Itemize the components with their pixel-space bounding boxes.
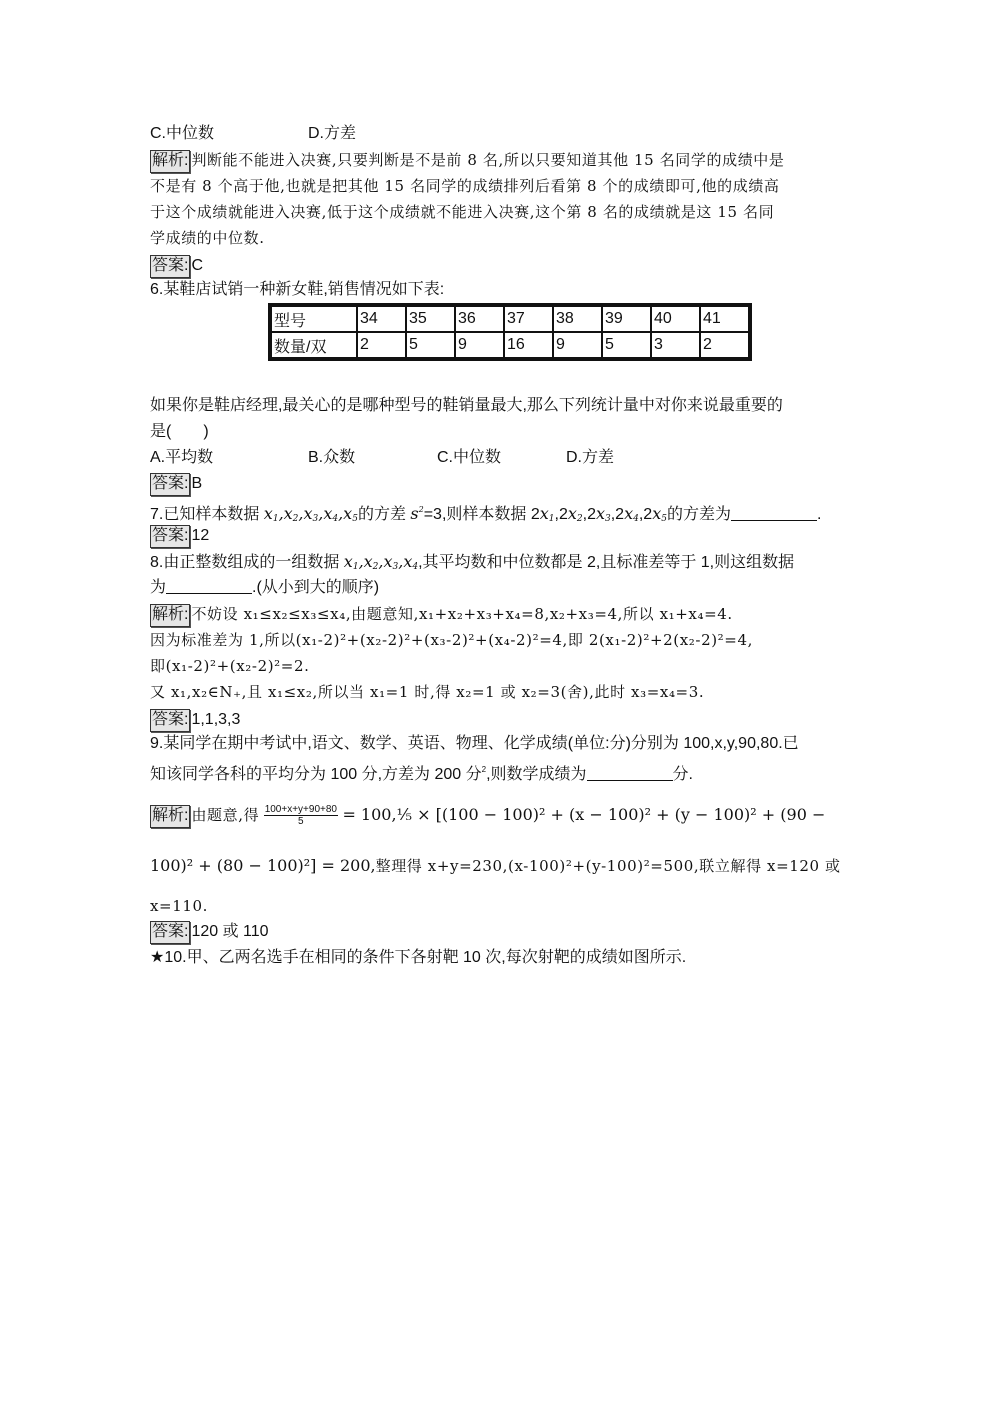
answer-label: 答案: (150, 921, 190, 944)
answer-blank (166, 577, 252, 594)
formula: = 100,⅕ × [(100 − 100)² + (x − 100)² + (y − 100)² + (90 − (342, 805, 826, 824)
q9-answer (150, 920, 269, 944)
table-header: 型号 (270, 305, 357, 332)
table-cell: 9 (553, 332, 602, 359)
table-cell: 5 (602, 332, 651, 359)
q10-stem: ★10.甲、乙两名选手在相同的条件下各射靶 10 次,每次射靶的成绩如图所示. (150, 949, 687, 966)
answer-value: C (191, 257, 204, 274)
table-row-quantity (270, 332, 750, 359)
answer-label: 答案: (150, 473, 190, 496)
q7-stem-text: 的方差 (357, 506, 411, 523)
q6-options (150, 446, 614, 470)
option-d: D.方差 (308, 125, 357, 142)
q7-answer (150, 524, 209, 548)
analysis-text: 由题意,得 (191, 806, 260, 824)
q9-analysis-line-3: x=110. (150, 897, 209, 915)
q5-answer (150, 254, 203, 278)
table-cell: 40 (651, 305, 700, 332)
q8-answer (150, 708, 240, 732)
answer-value: B (191, 475, 203, 492)
q6-question-line-2: 是( ) (150, 423, 209, 440)
table-cell: 34 (357, 305, 406, 332)
answer-label: 答案: (150, 525, 190, 548)
table-cell: 36 (455, 305, 504, 332)
answer-value: 12 (191, 527, 210, 544)
q8-analysis-line-2: 因为标准差为 1,所以(x₁-2)²+(x₂-2)²+(x₃-2)²+(x₄-2)²=4,即 2(x₁-2)²+2(x₂-2)²=4, (150, 631, 753, 649)
answer-blank (587, 764, 673, 781)
analysis-text: 不妨设 x₁≤x₂≤x₃≤x₄,由题意知,x₁+x₂+x₃+x₄=8,x₂+x₃=4,所以 x₁+x₄=4. (191, 605, 733, 623)
table-cell: 2 (700, 332, 750, 359)
q6-question-line-1: 如果你是鞋店经理,最关心的是哪种型号的鞋销量最大,那么下列统计量中对你来说最重要的 (150, 397, 783, 414)
q8-analysis-line-4: 又 x₁,x₂∈N₊,且 x₁≤x₂,所以当 x₁=1 时,得 x₂=1 或 x₂=3(舍),此时 x₃=x₄=3. (150, 683, 705, 701)
answer-value: 1,1,3,3 (191, 711, 241, 728)
analysis-text: 判断能不能进入决赛,只要判断是不是前 8 名,所以只要知道其他 15 名同学的成绩中是 (191, 151, 785, 169)
table-cell: 16 (504, 332, 553, 359)
fraction-numerator: 100+x+y+90+80 (264, 804, 337, 816)
q7-stem-text: . (816, 506, 822, 523)
option-a: A.平均数 (150, 449, 214, 466)
q6-answer (150, 472, 202, 496)
fraction (264, 804, 338, 827)
q5-analysis-line-3: 于这个成绩就能进入决赛,低于这个成绩就不能进入决赛,这个第 8 名的成绩就是这 15 名同 (150, 203, 775, 221)
table-cell: 2 (357, 332, 406, 359)
table-cell: 5 (406, 332, 455, 359)
table-cell: 35 (406, 305, 455, 332)
analysis-text: 整理得 x+y=230,(x-100)²+(y-100)²=500,联立解得 x=120 或 (375, 857, 841, 875)
q5-analysis-line-4: 学成绩的中位数. (150, 229, 265, 247)
answer-value: 120 或 110 (191, 923, 269, 940)
option-c: C.中位数 (150, 125, 215, 142)
q9-analysis-line-2 (150, 854, 841, 878)
table-header: 数量/双 (270, 332, 357, 359)
fraction-denominator: 5 (298, 816, 304, 828)
q9-stem-line-2: 知该同学各科的平均分为 100 分,方差为 200 分$^2$,则数学成绩为 分. (150, 765, 693, 783)
q9-stem-line-1: 9.某同学在期中考试中,语文、数学、英语、物理、化学成绩(单位:分)分别为 100,x,y,90,80.已 (150, 735, 799, 752)
answer-label: 答案: (150, 709, 190, 732)
q9-stem-text: ,则数学成绩为 (486, 766, 587, 783)
table-cell: 37 (504, 305, 553, 332)
q8-analysis-line-3: 即(x₁-2)²+(x₂-2)²=2. (150, 657, 310, 675)
answer-label: 答案: (150, 255, 190, 278)
q7-stem: 7.已知样本数据 $x_1,x_2,x_3,x_4,x_5$的方差 $s^2=3$,则样本数据 $2x_1,2x_2,2x_3,2x_4,2x_5$的方差为 . (150, 504, 822, 524)
formula: 100)² + (80 − 100)²] = 200, (150, 856, 376, 875)
analysis-label: 解析: (150, 150, 190, 173)
q8-stem-text: .(从小到大的顺序) (252, 579, 380, 596)
q5-analysis-line-2: 不是有 8 个高于他,也就是把其他 15 名同学的成绩排列后看第 8 个的成绩即可,他的成绩高 (150, 177, 780, 195)
table-cell: 41 (700, 305, 750, 332)
option-d: D.方差 (566, 449, 615, 466)
option-b: B.众数 (308, 449, 356, 466)
analysis-label: 解析: (150, 805, 190, 828)
q8-stem-text: ,其平均数和中位数都是 2,且标准差等于 1,则这组数据 (418, 554, 795, 571)
q7-stem-text: 7.已知样本数据 (150, 506, 264, 523)
q9-stem-text: 分. (672, 766, 693, 783)
q9-stem-text: 知该同学各科的平均分为 100 分,方差为 200 分 (150, 766, 482, 783)
table-cell: 38 (553, 305, 602, 332)
q9-analysis-line-1 (150, 800, 825, 830)
analysis-label: 解析: (150, 604, 190, 627)
table-row-size (270, 305, 750, 332)
q6-stem: 6.某鞋店试销一种新女鞋,销售情况如下表: (150, 281, 445, 298)
q7-stem-text: =3,则样本数据 (423, 506, 531, 523)
q8-stem-line-2 (150, 576, 379, 600)
table-cell: 3 (651, 332, 700, 359)
q8-stem-line-1: 8.由正整数组成的一组数据 $x_1,x_2,x_3,x_4$,其平均数和中位数都是 2,且标准差等于 1,则这组数据 (150, 552, 795, 572)
table-cell: 9 (455, 332, 504, 359)
q5-analysis-line-1 (150, 148, 785, 172)
q5-options (150, 122, 356, 146)
q7-stem-text: 的方差为 (666, 506, 731, 523)
answer-blank (731, 504, 817, 521)
q8-stem-text: 为 (150, 579, 167, 596)
table-cell: 39 (602, 305, 651, 332)
option-c: C.中位数 (437, 449, 502, 466)
q8-analysis-line-1 (150, 602, 733, 626)
q8-stem-text: 8.由正整数组成的一组数据 (150, 554, 344, 571)
shoe-sales-table (268, 303, 752, 361)
